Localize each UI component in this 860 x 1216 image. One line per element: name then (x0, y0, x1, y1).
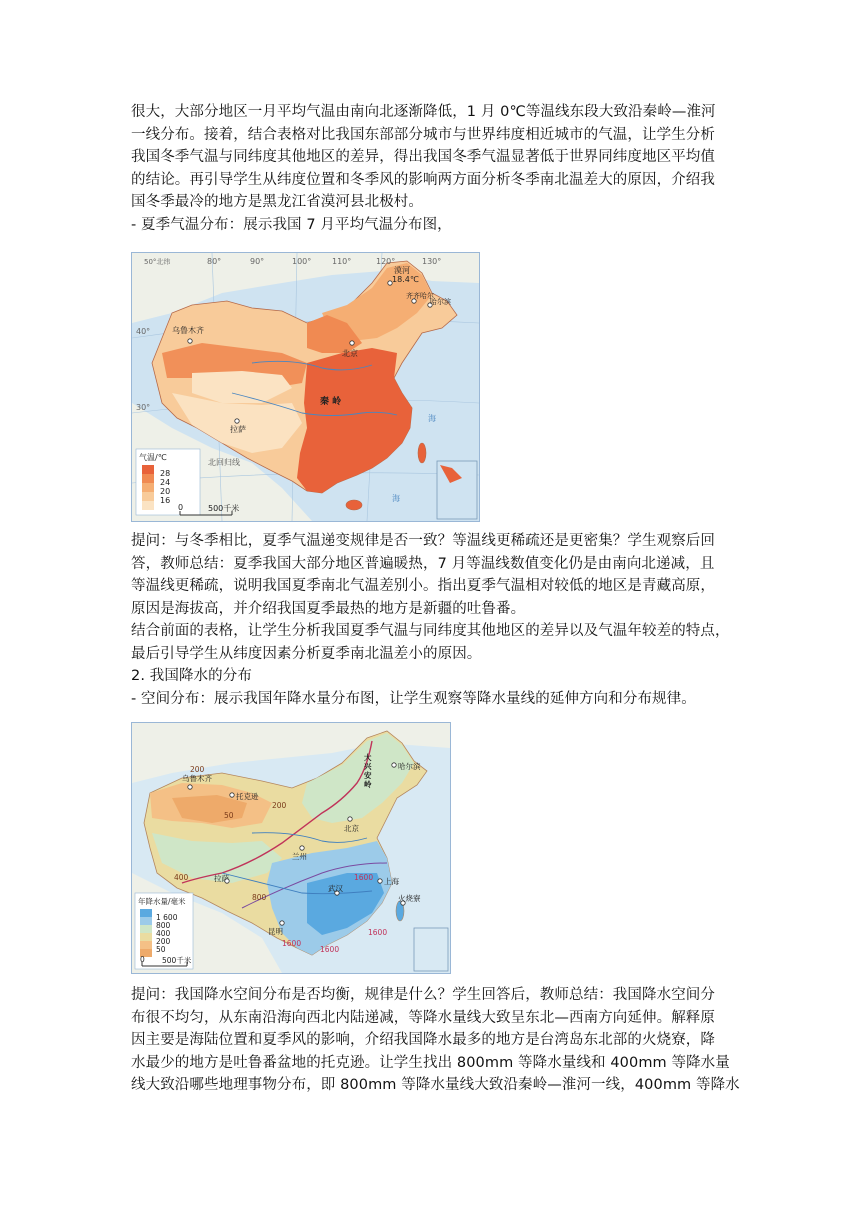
tick-lat-30: 30° (136, 403, 151, 412)
text-line: 提问：我国降水空间分布是否均衡，规律是什么？学生回答后，教师总结：我国降水空间分 (131, 987, 715, 1003)
isohyet-label: 1600 (368, 928, 388, 937)
paragraph-winter-temperature (131, 101, 741, 236)
july-temperature-map (131, 252, 480, 522)
text-line: 等温线更稀疏，说明我国夏季南北气温差别小。指出夏季气温相对较低的地区是青藏高原， (131, 578, 715, 594)
text-line: 我国冬季气温与同纬度其他地区的差异，得出我国冬季气温显著低于世界同纬度地区平均值 (131, 149, 715, 165)
label-tropic-line: 北回归线 (208, 458, 240, 467)
city-label-kunming: 昆明 (268, 927, 283, 936)
legend-value: 200 (156, 937, 171, 946)
isohyet-label: 1600 (354, 873, 374, 882)
text-line: 国冬季最冷的地方是黑龙江省漠河县北极村。 (131, 194, 423, 210)
legend-title: 气温/℃ (139, 453, 167, 462)
city-label-urumqi: 乌鲁木齐 (182, 774, 212, 783)
tick-lon-100: 100° (292, 257, 312, 266)
label-sea: 海 (392, 494, 400, 503)
city-label-lanzhou: 兰州 (292, 852, 307, 861)
city-label-huoshaoliao: 火烧寮 (398, 894, 421, 903)
city-label-lhasa: 拉萨 (230, 425, 246, 434)
city-label-lhasa: 拉萨 (214, 874, 229, 883)
city-label-harbin: 哈尔滨 (398, 762, 421, 771)
legend-value: 400 (156, 929, 171, 938)
paragraph-summer-temperature (131, 530, 741, 710)
city-label-beijing: 北京 (344, 824, 359, 833)
annual-precipitation-map (131, 722, 451, 974)
scale-zero: 0 (178, 503, 184, 512)
city-label-wuhan: 武汉 (328, 884, 343, 893)
city-label-qiqihar: 齐齐哈尔 (406, 292, 434, 300)
text-line: 水最少的地方是吐鲁番盆地的托克逊。让学生找出 800mm 等降水量线和 400mm 等降水量 (131, 1054, 730, 1071)
tick-lon-110: 110° (332, 257, 352, 266)
isohyet-label: 200 (190, 765, 205, 774)
label-daxinganling: 大兴安岭 (364, 753, 372, 789)
text-line: 因主要是海陆位置和夏季风的影响，介绍我国降水最多的地方是台湾岛东北部的火烧寮，降 (131, 1032, 715, 1048)
paragraph-precipitation (131, 984, 741, 1097)
text-line: 的结论。再引导学生从纬度位置和冬季风的影响两方面分析冬季南北温差大的原因，介绍我 (131, 171, 715, 188)
text-line: 原因是海拔高，并介绍我国夏季最热的地方是新疆的吐鲁番。 (131, 600, 526, 617)
legend-value: 28 (160, 469, 171, 478)
text-line: 线大致沿哪些地理事物分布，即 800mm 等降水量线大致沿秦岭—淮河一线，400mm 等降水 (131, 1077, 740, 1093)
text-line: 一线分布。接着，结合表格对比我国东部部分城市与世界纬度相近城市的气温，让学生分析 (131, 126, 715, 143)
legend-value: 24 (160, 478, 171, 487)
text-line: 提问：与冬季相比，夏季气温递变规律是否一致？等温线更稀疏还是更密集？学生观察后回 (131, 533, 715, 549)
legend-value: 800 (156, 921, 171, 930)
isohyet-label: 1600 (320, 945, 340, 954)
scale-zero: 0 (140, 955, 145, 964)
legend-value: 1 600 (156, 913, 178, 922)
isohyet-label: 800 (252, 893, 267, 902)
city-label-mohe: 漠河 (394, 266, 410, 275)
section-heading: 2. 我国降水的分布 (131, 668, 252, 684)
scale-label: 500千米 (208, 504, 240, 513)
tick-lon-90: 90° (250, 257, 265, 266)
text-line: - 夏季气温分布：展示我国 7 月平均气温分布图， (131, 216, 452, 233)
isohyet-label: 200 (272, 801, 287, 810)
label-qinling: 秦 岭 (320, 397, 342, 407)
legend-value: 20 (160, 487, 171, 496)
mohe-temperature: 18.4℃ (392, 275, 419, 284)
city-label-urumqi: 乌鲁木齐 (172, 326, 204, 335)
label-sea: 海 (428, 414, 436, 423)
legend-value: 50 (156, 945, 166, 954)
text-line: 最后引导学生从纬度因素分析夏季南北温差小的原因。 (131, 645, 482, 662)
text-line: 很大，大部分地区一月平均气温由南向北逐渐降低，1 月 0℃等温线东段大致沿秦岭—淮河 (131, 104, 716, 120)
tick-lon-130: 130° (422, 257, 442, 266)
legend-value: 16 (160, 496, 171, 505)
city-label-shanghai: 上海 (384, 877, 399, 886)
city-label-tuokexun: 托克逊 (236, 792, 259, 801)
scale-label: 500千米 (162, 956, 192, 965)
city-label-harbin: 哈尔滨 (430, 298, 451, 306)
text-line: 答，教师总结：夏季我国大部分地区普遍暖热，7 月等温线数值变化仍是由南向北递减，且 (131, 555, 715, 572)
tick-lon-80: 80° (207, 257, 222, 266)
text-line: 布很不均匀，从东南沿海向西北内陆递减，等降水量线大致呈东北—西南方向延伸。解释原 (131, 1009, 715, 1026)
city-label-beijing: 北京 (342, 349, 358, 358)
tick-lat-40: 40° (136, 327, 151, 336)
isohyet-label: 400 (174, 873, 189, 882)
tick-lat-50: 50°北纬 (144, 258, 171, 266)
isohyet-label: 1600 (282, 939, 302, 948)
tick-lon-120: 120° (376, 257, 396, 266)
isohyet-label: 50 (224, 811, 234, 820)
text-line: 结合前面的表格，让学生分析我国夏季气温与同纬度其他地区的差异以及气温年较差的特点， (131, 623, 730, 639)
legend-title: 年降水量/毫米 (138, 897, 186, 906)
text-line: - 空间分布：展示我国年降水量分布图，让学生观察等降水量线的延伸方向和分布规律。 (131, 690, 696, 707)
